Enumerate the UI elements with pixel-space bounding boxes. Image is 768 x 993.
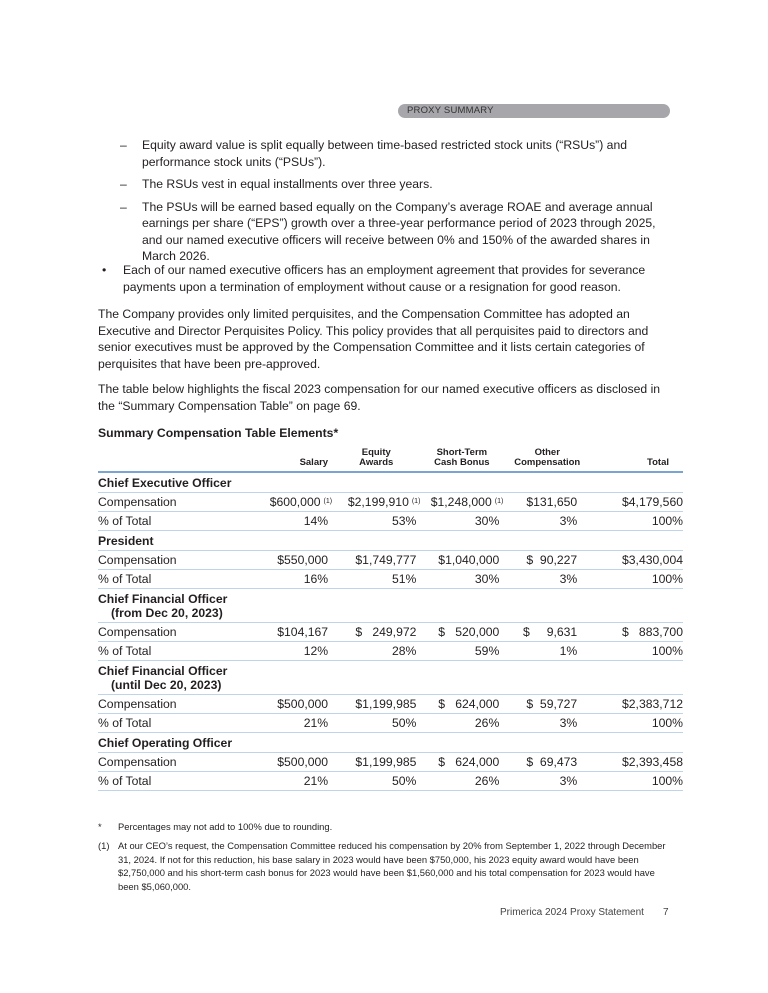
section-header-tab <box>398 104 670 118</box>
other-cell: $131,650 <box>503 493 591 512</box>
footnote-mark: * <box>98 821 102 832</box>
equity-cell: 51% <box>332 570 420 589</box>
equity-cell: 50% <box>332 772 420 791</box>
header-equity-awards: Equity Awards <box>332 448 420 472</box>
salary-cell: 14% <box>214 512 332 531</box>
dash-marker: – <box>120 177 127 191</box>
header-cash-bonus: Short-Term Cash Bonus <box>420 448 503 472</box>
other-cell: 3% <box>503 714 591 733</box>
row-label: Compensation <box>98 493 214 512</box>
equity-cell: $2,199,910 $^{(1)}$ <box>332 493 420 512</box>
equity-cell: 50% <box>332 714 420 733</box>
total-cell: $2,393,458 <box>591 753 683 772</box>
total-cell: 100% <box>591 772 683 791</box>
total-cell: 100% <box>591 642 683 661</box>
compensation-row <box>98 695 683 714</box>
list-item <box>98 137 673 170</box>
bonus-cell: $ 624,000 <box>420 695 503 714</box>
officer-title: Chief Financial Officer (until Dec 20, 2023) <box>98 661 683 695</box>
equity-details-list <box>98 137 673 271</box>
equity-cell: $1,199,985 <box>332 753 420 772</box>
footnote-text: Percentages may not add to 100% due to rounding. <box>118 821 333 832</box>
footnote-rounding <box>98 820 678 834</box>
percent-row <box>98 772 683 791</box>
list-item-text: Equity award value is split equally between time-based restricted stock units (“RSUs”) and performance stock units (“PSUs”). <box>142 138 628 169</box>
other-cell: $ 69,473 <box>503 753 591 772</box>
bullet-marker: • <box>102 263 107 277</box>
total-cell: 100% <box>591 570 683 589</box>
other-cell: $ 59,727 <box>503 695 591 714</box>
total-cell: $2,383,712 <box>591 695 683 714</box>
bonus-cell: 26% <box>420 714 503 733</box>
row-label: Compensation <box>98 551 214 570</box>
table-title: Summary Compensation Table Elements* <box>98 426 339 440</box>
equity-cell: $1,749,777 <box>332 551 420 570</box>
salary-cell: $500,000 <box>214 753 332 772</box>
group-header-row <box>98 589 683 623</box>
row-label: % of Total <box>98 772 214 791</box>
header-total: Total <box>591 448 683 472</box>
total-cell: $3,430,004 <box>591 551 683 570</box>
list-item-text: The PSUs will be earned based equally on the Company’s average ROAE and average annual earnings per share (“EPS”) growth over a three-year performance period of 2023 through 2025, and our named executive officers will receive between 0% and 150% of the awarded shares in March 2026. <box>142 199 656 263</box>
bonus-cell: 26% <box>420 772 503 791</box>
compensation-row <box>98 493 683 512</box>
salary-cell: 16% <box>214 570 332 589</box>
equity-cell: $ 249,972 <box>332 623 420 642</box>
list-item <box>98 176 673 193</box>
bonus-cell: $1,248,000 $^{(1)}$ <box>420 493 503 512</box>
equity-cell: 53% <box>332 512 420 531</box>
salary-cell: 12% <box>214 642 332 661</box>
percent-row <box>98 570 683 589</box>
group-header-row <box>98 733 683 753</box>
equity-cell: $1,199,985 <box>332 695 420 714</box>
other-cell: $ 9,631 <box>503 623 591 642</box>
bonus-cell: 59% <box>420 642 503 661</box>
group-header-row <box>98 661 683 695</box>
row-label: % of Total <box>98 512 214 531</box>
officer-title: President <box>98 531 683 551</box>
bonus-cell: 30% <box>420 570 503 589</box>
percent-row <box>98 642 683 661</box>
officer-title: Chief Executive Officer <box>98 472 683 493</box>
page-number: 7 <box>663 907 669 918</box>
other-cell: 3% <box>503 512 591 531</box>
row-label: % of Total <box>98 642 214 661</box>
officer-title: Chief Financial Officer (from Dec 20, 2023) <box>98 589 683 623</box>
footnote-reference: (1) <box>494 498 504 505</box>
footnote-reference: (1) <box>411 498 421 505</box>
other-cell: 3% <box>503 772 591 791</box>
employment-agreement-bullet <box>98 262 673 295</box>
equity-cell: 28% <box>332 642 420 661</box>
dash-marker: – <box>120 138 127 152</box>
compensation-row <box>98 623 683 642</box>
salary-cell: $550,000 <box>214 551 332 570</box>
footnote-mark: (1) <box>98 840 110 851</box>
total-cell: 100% <box>591 512 683 531</box>
table-header-row <box>98 448 683 472</box>
list-item-text: The RSUs vest in equal installments over three years. <box>142 177 433 191</box>
footnote-text: At our CEO’s request, the Compensation Committee reduced his compensation by 20% from September 1, 2022 through December 31, 2024. If not for this reduction, his base salary in 2023 would have been $750,000, his 2023 equity award would have been $2,750,000 and his short-term cash bonus for 2023 would have been $1,560,000 and his total compensation for 2023 would have been $5,060,000. <box>118 840 666 892</box>
percent-row <box>98 714 683 733</box>
salary-cell: $104,167 <box>214 623 332 642</box>
group-header-row <box>98 472 683 493</box>
header-salary: Salary <box>214 448 332 472</box>
other-cell: $ 90,227 <box>503 551 591 570</box>
compensation-row <box>98 551 683 570</box>
bonus-cell: $ 624,000 <box>420 753 503 772</box>
footnote-ceo-reduction <box>98 839 678 893</box>
dash-marker: – <box>120 199 127 214</box>
table-intro-paragraph: The table below highlights the fiscal 2023 compensation for our named executive officers as disclosed in the “Summary Compensation Table” on page 69. <box>98 382 661 413</box>
header-blank <box>98 448 214 472</box>
page-footer <box>500 907 669 918</box>
total-cell: $ 883,700 <box>591 623 683 642</box>
compensation-row <box>98 753 683 772</box>
other-cell: 1% <box>503 642 591 661</box>
other-cell: 3% <box>503 570 591 589</box>
percent-row <box>98 512 683 531</box>
group-header-row <box>98 531 683 551</box>
total-cell: 100% <box>591 714 683 733</box>
row-label: Compensation <box>98 623 214 642</box>
summary-compensation-table <box>98 448 683 791</box>
bullet-text: Each of our named executive officers has an employment agreement that provides for severance payments upon a termination of employment without cause or a resignation for good reason. <box>123 263 646 294</box>
total-cell: $4,179,560 <box>591 493 683 512</box>
perquisites-paragraph: The Company provides only limited perquisites, and the Compensation Committee has adopted an Executive and Director Perquisites Policy. This policy provides that all perquisites paid to directors and senior executives must be approved by the Compensation Committee and it lists certain categories of perquisites that have been pre-approved. <box>98 307 649 371</box>
bonus-cell: 30% <box>420 512 503 531</box>
publication-title: Primerica 2024 Proxy Statement <box>500 907 644 918</box>
row-label: Compensation <box>98 695 214 714</box>
bonus-cell: $1,040,000 <box>420 551 503 570</box>
salary-cell: 21% <box>214 772 332 791</box>
salary-cell: 21% <box>214 714 332 733</box>
footnote-reference: (1) <box>323 498 333 505</box>
officer-title: Chief Operating Officer <box>98 733 683 753</box>
bonus-cell: $ 520,000 <box>420 623 503 642</box>
row-label: Compensation <box>98 753 214 772</box>
section-label: PROXY SUMMARY <box>407 105 494 116</box>
row-label: % of Total <box>98 570 214 589</box>
header-other-compensation: Other Compensation <box>503 448 591 472</box>
salary-cell: $500,000 <box>214 695 332 714</box>
salary-cell: $600,000 $^{(1)}$ <box>214 493 332 512</box>
list-item <box>98 199 673 265</box>
row-label: % of Total <box>98 714 214 733</box>
